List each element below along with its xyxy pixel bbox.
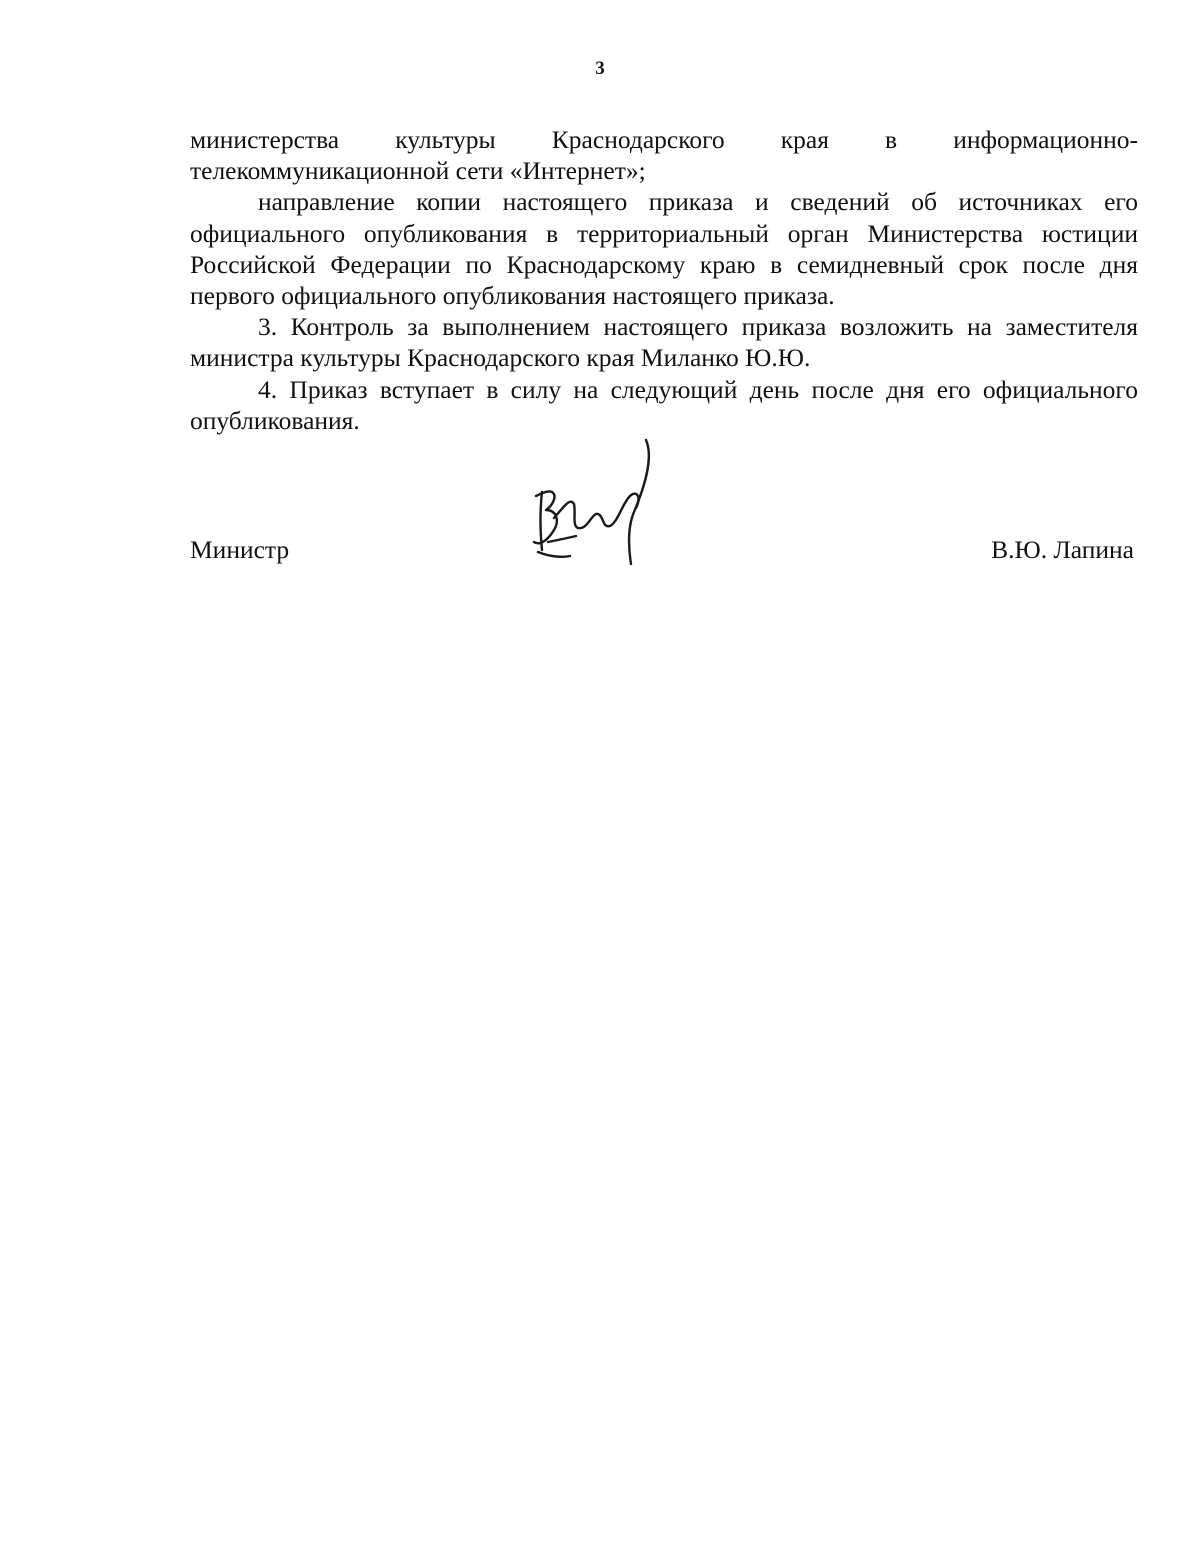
paragraph-1-line-1: министерства культуры Краснодарского края в информационно- — [190, 125, 1138, 154]
signature-row — [190, 534, 1134, 568]
paragraph-4: 4. Приказ вступает в силу на следующий день после дня его официального опубликования. — [190, 374, 1138, 435]
signatory-title: Министр — [190, 535, 290, 564]
paragraph-1-line-2: телекоммуникационной сети «Интернет»; — [190, 156, 646, 186]
document-body — [190, 124, 1138, 436]
page-number: 3 — [595, 58, 605, 79]
paragraph-3: 3. Контроль за выполнением настоящего приказа возложить на заместителя министра культуры Краснодарского края Миланко Ю.Ю. — [190, 312, 1138, 373]
paragraph-2: направление копии настоящего приказа и сведений об источниках его официального опубликования в территориальный орган Министерства юстиции Российской Федерации по Краснодарскому краю в семидневный срок после дня первого официального опубликования настоящего приказа. — [190, 187, 1138, 311]
signatory-name: В.Ю. Лапина — [991, 535, 1134, 564]
